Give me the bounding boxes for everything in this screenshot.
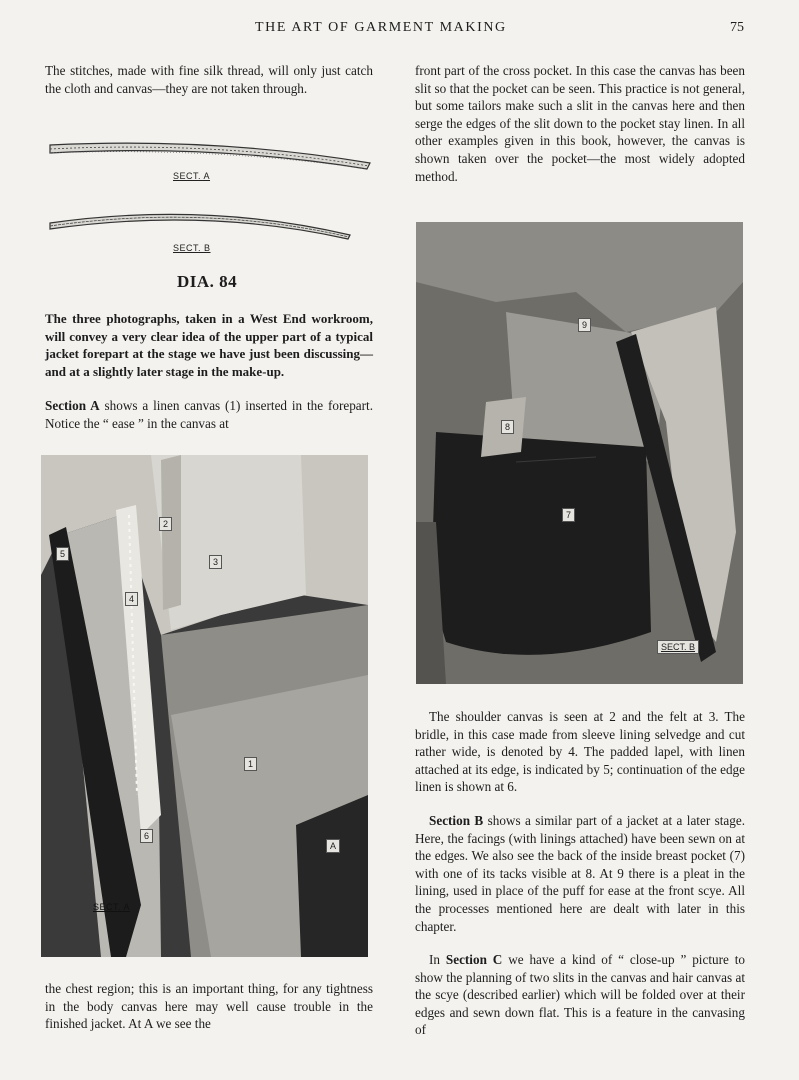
section-b-run-in: Section B [429,813,484,828]
sect-a-drawing [50,143,370,169]
photo-a-label-3: 3 [209,555,222,569]
sect-b-drawing [50,214,350,239]
photo-a-label-1: 1 [244,757,257,771]
photo-a-illustration [41,455,368,957]
cross-section-diagram [45,135,375,260]
continuation-paragraph: the chest region; this is an important thing, for any tightness in the body canvas here may well cause trouble in the finished jacket. At A we see the [45,981,373,1032]
shoulder-paragraph [415,708,745,796]
photo-a-sect-label: SECT. A [93,902,131,912]
shoulder-paragraph-text: The shoulder canvas is seen at 2 and the felt at 3. The bridle, in this case made from sleeve lining selvedge and cut rather wide, is denoted by 4. The padded lapel, with linen attached at its edge, is indicated by 5; continuation of the edge linen is shown at 6. [415,709,745,795]
section-a-paragraph [45,397,373,432]
photo-a-label-6: 6 [140,829,153,843]
photo-b-label-9: 9 [578,318,591,332]
running-header-title: THE ART OF GARMENT MAKING [255,20,507,35]
section-a-run-in: Section A [45,398,100,413]
section-c-text: we have a kind of “ close-up ” picture to show the planning of two slits in the canvas and hair canvas at the scye (described earlier) which will be folded over at their edges and sewn down flat. This is a feature in the canvasing of [415,952,745,1038]
section-b-paragraph [415,812,745,935]
section-a-text: shows a linen canvas (1) inserted in the forepart. Notice the “ ease ” in the canvas at [45,398,373,431]
diagram-title: DIA. 84 [177,272,238,291]
photo-section-a [41,455,368,957]
photo-a-label-5: 5 [56,547,69,561]
photo-b-label-8: 8 [501,420,514,434]
photo-b-illustration [416,222,743,684]
section-c-paragraph [415,951,745,1039]
photo-b-sect-label: SECT. B [657,640,699,654]
photo-a-label-a: A [326,839,340,853]
photo-a-label-4: 4 [125,592,138,606]
section-c-prefix: In [429,952,446,967]
right-top-paragraph: front part of the cross pocket. In this case the canvas has been slit so that the pocket can be seen. This practice is not general, but some tailors make such a slit in the canvas here and then serge the edges of the slit down to the pocket stay linen. In all other examples given in this book, however, the canvas is shown taken over the pocket—the most widely adopted method. [415,63,745,184]
photo-section-b [416,222,743,684]
photo-b-label-7: 7 [562,508,575,522]
diagram-sect-a-label: SECT. A [173,171,211,181]
section-b-text: shows a similar part of a jacket at a later stage. Here, the facings (with linings attached) have been sewn on at the edges. We also see the back of the inside breast pocket (7) with one of its tacks visible at 8. At 9 there is a pleat in the lining, used in place of the puff for ease at the front scye. All the processes mentioned here are dealt with later in this chapter. [415,813,745,934]
page-number: 75 [730,20,744,35]
diagram-sect-b-label: SECT. B [173,243,211,253]
lead-paragraph: The three photographs, taken in a West End workroom, will convey a very clear idea of the upper part of a typical jacket forepart at the stage we have just been discussing—and at a slightly later stage in the make-up. [45,311,373,379]
intro-paragraph: The stitches, made with fine silk thread, will only just catch the cloth and canvas—they are not taken through. [45,63,373,96]
photo-a-label-2: 2 [159,517,172,531]
section-c-run-in: Section C [445,952,503,967]
